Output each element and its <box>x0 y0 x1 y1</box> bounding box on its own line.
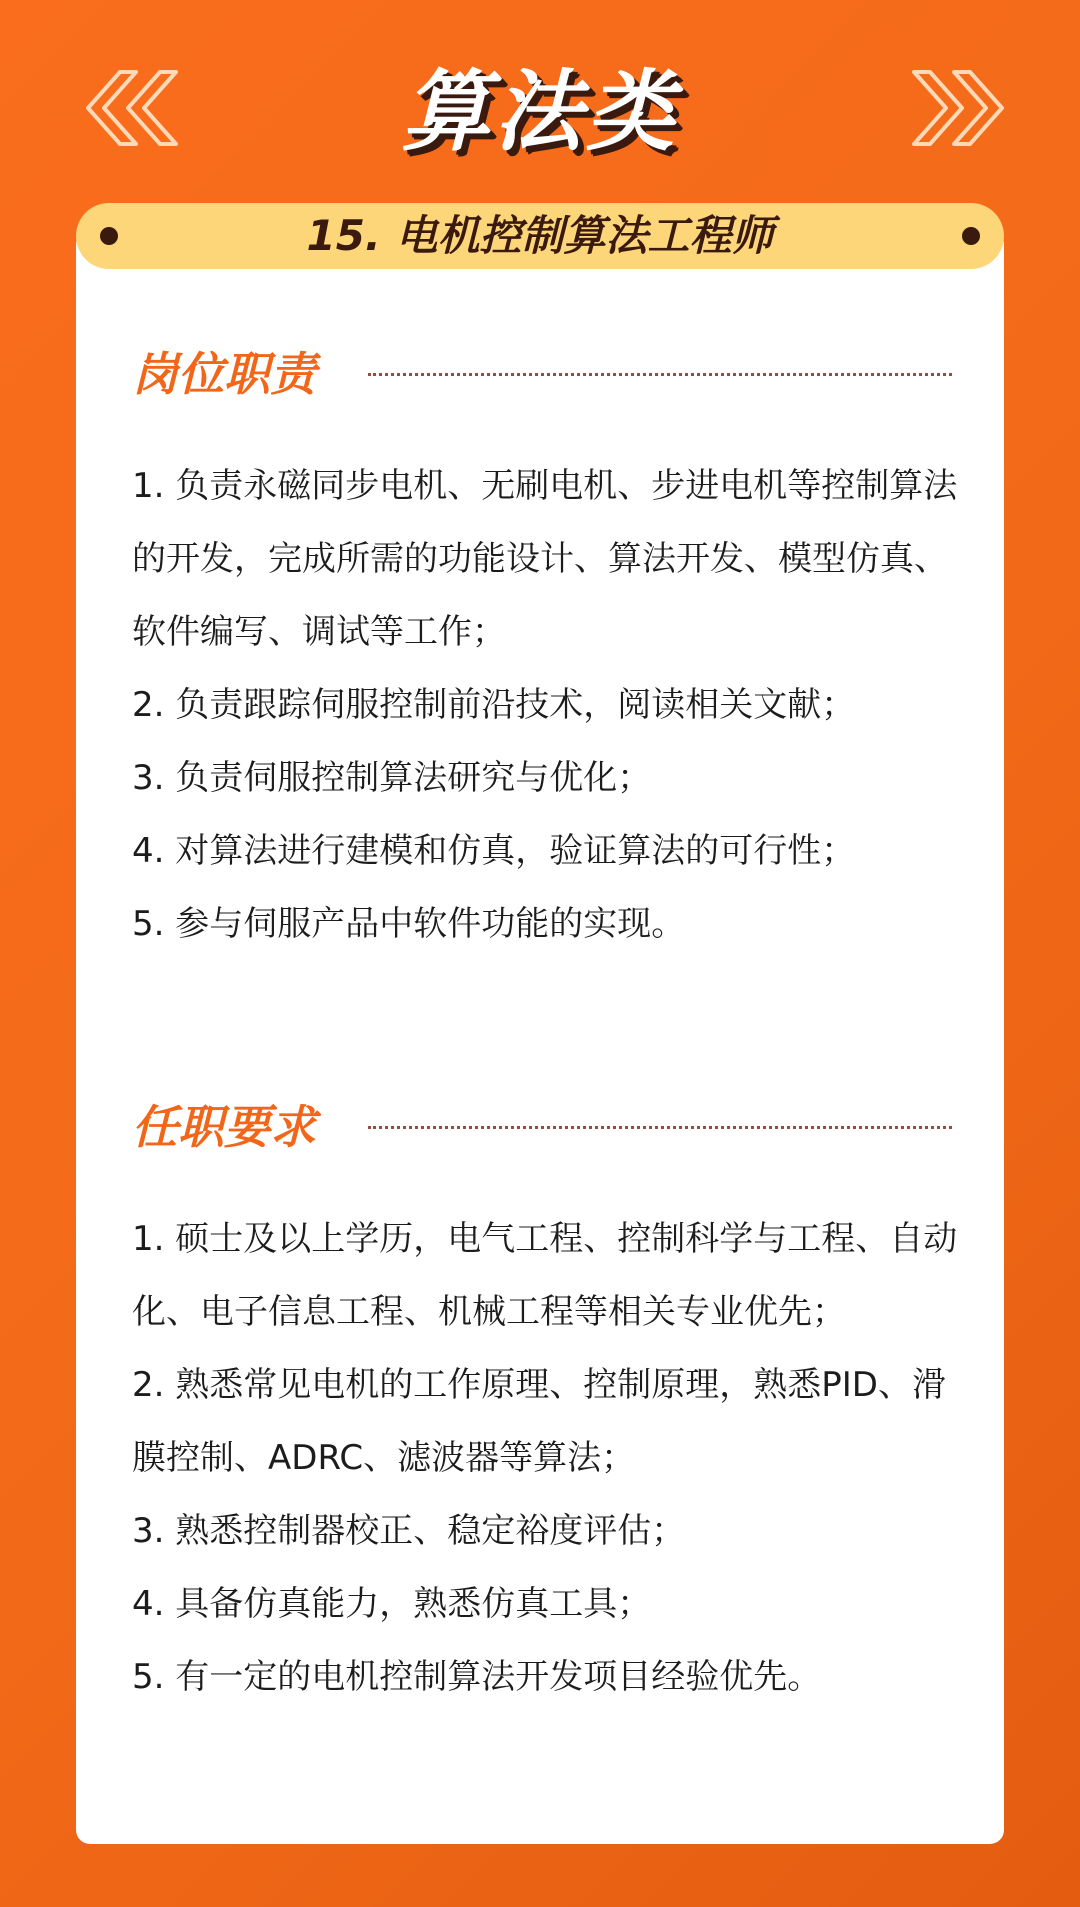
list-item: 5. 参与伺服产品中软件功能的实现。 <box>132 904 686 944</box>
list-item: 2. 负责跟踪伺服控制前沿技术，阅读相关文献； <box>132 685 856 725</box>
page-title: 算法类 <box>401 60 678 163</box>
list-item: 2. 熟悉常见电机的工作原理、控制原理，熟悉PID、滑膜控制、ADRC、滤波器等算法； <box>132 1365 946 1478</box>
bullet-dot-icon <box>962 227 980 245</box>
list-item: 1. 负责永磁同步电机、无刷电机、步进电机等控制算法的开发，完成所需的功能设计、算法开发、模型仿真、软件编写、调试等工作； <box>132 466 958 652</box>
list-item: 4. 对算法进行建模和仿真，验证算法的可行性； <box>132 831 856 871</box>
duties-title: 岗位职责 <box>132 347 316 401</box>
list-item: 3. 熟悉控制器校正、稳定裕度评估； <box>132 1511 686 1551</box>
list-item: 3. 负责伺服控制算法研究与优化； <box>132 758 652 798</box>
duties-list <box>132 450 962 961</box>
dotted-divider <box>368 1126 952 1129</box>
list-item: 5. 有一定的电机控制算法开发项目经验优先。 <box>132 1657 822 1697</box>
requirements-section <box>132 1095 962 1714</box>
list-item: 4. 具备仿真能力，熟悉仿真工具； <box>132 1584 652 1624</box>
dotted-divider <box>368 373 952 376</box>
list-item: 1. 硕士及以上学历，电气工程、控制科学与工程、自动化、电子信息工程、机械工程等相关专业优先； <box>132 1219 958 1332</box>
job-title-banner <box>76 203 1004 269</box>
duties-section <box>132 342 962 961</box>
job-card <box>76 230 1004 1844</box>
requirements-heading <box>132 1095 962 1159</box>
page-header <box>0 40 1080 180</box>
double-chevron-right-icon <box>908 68 1008 148</box>
job-title: 15. 电机控制算法工程师 <box>306 211 774 260</box>
duties-heading <box>132 342 962 406</box>
requirements-title: 任职要求 <box>132 1100 316 1154</box>
requirements-list <box>132 1203 962 1714</box>
